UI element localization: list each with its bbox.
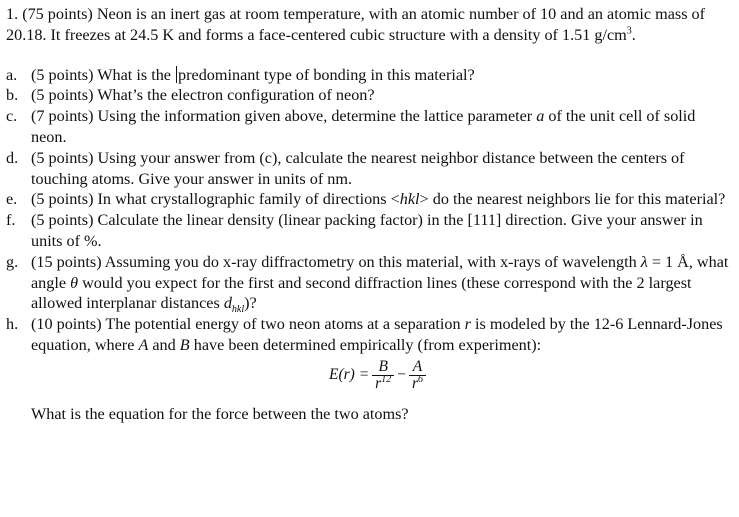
fraction-attractive: $\frac{A}{r^6}$ [409,359,426,392]
problem-statement: Neon is an inert gas at room temperature, with an atomic number of 10 and an atomic mass of 20.18. It freezes at 24.5 K and forms a face-centered cubic structure with a density of 1.51 g/cm [6,5,706,44]
question-b: b. (5 points) What’s the electron configuration of neon? [6,86,375,105]
math-lambda: λ [640,252,648,271]
question-e: e. (5 points) In what crystallographic family of directions <hkl> do the nearest neighbors lie for this material? [6,190,726,209]
math-variable-B: B [179,335,190,354]
math-variable-a: a [536,107,545,126]
question-list [6,65,733,425]
text-cursor [176,66,177,83]
question-letter: c. [6,107,18,126]
question-letter: a. [6,65,18,84]
math-d-hkl: $d_{hkl}$ [223,294,245,316]
question-a: a. (5 points) What is the predominant type of bonding in this material? [6,65,475,84]
question-letter: b. [6,86,19,105]
problem-points: (75 points) [22,5,93,23]
question-c: c. (7 points) Using the information given above, determine the lattice parameter a of the unit cell of solid neon. [6,107,696,146]
question-d: d. (5 points) Using your answer from (c), calculate the nearest neighbor distance between the centers of touching atoms. Give your answer in units of nm. [6,148,685,188]
question-letter: e. [6,190,18,209]
math-variable-hkl: hkl [399,190,420,209]
question-letter: f. [6,211,16,230]
force-question: What is the equation for the force between the two atoms? [31,404,409,423]
question-letter: d. [6,148,19,167]
math-theta: θ [70,273,79,292]
question-letter: h. [6,315,19,334]
fraction-repulsive: $\frac{B}{r^{12}}$ [372,359,394,392]
lennard-jones-equation-block [31,356,733,404]
math-variable-A: A [138,335,149,354]
question-letter: g. [6,252,19,271]
question-h: h. (10 points) The potential energy of two neon atoms at a separation r is modeled by the 12-6 Lennard-Jones equation, where A and B have been determined empirically (from experiment): E(r) = $\frac{B}{r^{12}}$ − $\frac{A}{r^6}$ What is the equation for the force between the two atoms? [6,314,733,424]
cubic-exponent: 3 [626,25,632,37]
math-variable-r: r [464,315,471,334]
minus-sign: − [397,365,406,383]
equation-lhs: E(r) = [329,365,370,383]
problem-number: 1. [6,5,19,23]
problem-document [6,4,733,425]
question-f: f. (5 points) Calculate the linear density (linear packing factor) in the [111] direction. Give your answer in units of %. [6,211,703,250]
lennard-jones-equation [329,359,429,392]
problem-intro: 1. (75 points) Neon is an inert gas at room temperature, with an atomic number of 10 and an atomic mass of 20.18. It freezes at 24.5 K and forms a face-centered cubic structure with a density of 1.51 $g/cm^3$. [6,5,706,44]
question-g: g. (15 points) Assuming you do x-ray diffractometry on this material, with x-rays of wavelength λ = 1 Å, what angle θ would you expect for the first and second diffraction lines (these correspond with the 2 largest allowed interplanar distances $d_{hkl}$)? [6,252,729,316]
